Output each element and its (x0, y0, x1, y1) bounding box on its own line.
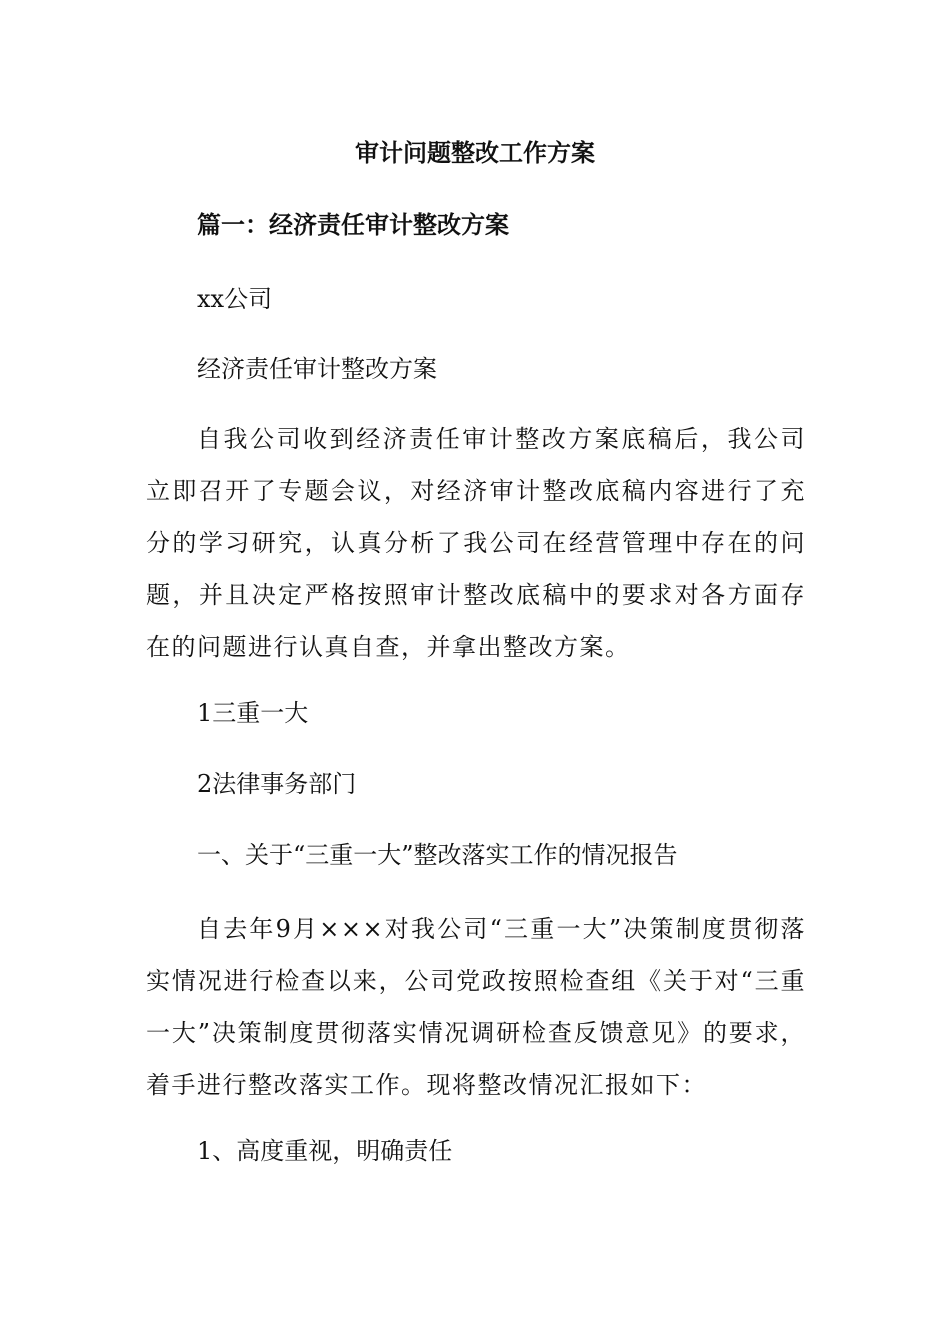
plan-subtitle: 经济责任审计整改方案 (197, 355, 437, 383)
point-1: 1、高度重视，明确责任 (197, 1137, 453, 1165)
company-name: xx公司 (197, 285, 273, 313)
list-item-2: 2法律事务部门 (197, 770, 357, 798)
paragraph-report: 自去年9月×××对我公司“三重一大”决策制度贯彻落实情况进行检查以来，公司党政按照检查组《关于对“三重一大”决策制度贯彻落实情况调研检查反馈意见》的要求，着手进行整改落实工作。现将整改情况汇报如下： (146, 915, 806, 1099)
paragraph-intro: 自我公司收到经济责任审计整改方案底稿后，我公司立即召开了专题会议，对经济审计整改底稿内容进行了充分的学习研究，认真分析了我公司在经营管理中存在的问题，并且决定严格按照审计整改底稿中的要求对各方面存在的问题进行认真自查，并拿出整改方案。 (146, 425, 806, 661)
report-heading: 一、关于“三重一大”整改落实工作的情况报告 (197, 841, 678, 869)
list-item-1: 1三重一大 (197, 699, 309, 727)
document-title: 审计问题整改工作方案 (355, 139, 595, 167)
section-heading: 篇一：经济责任审计整改方案 (197, 211, 509, 239)
